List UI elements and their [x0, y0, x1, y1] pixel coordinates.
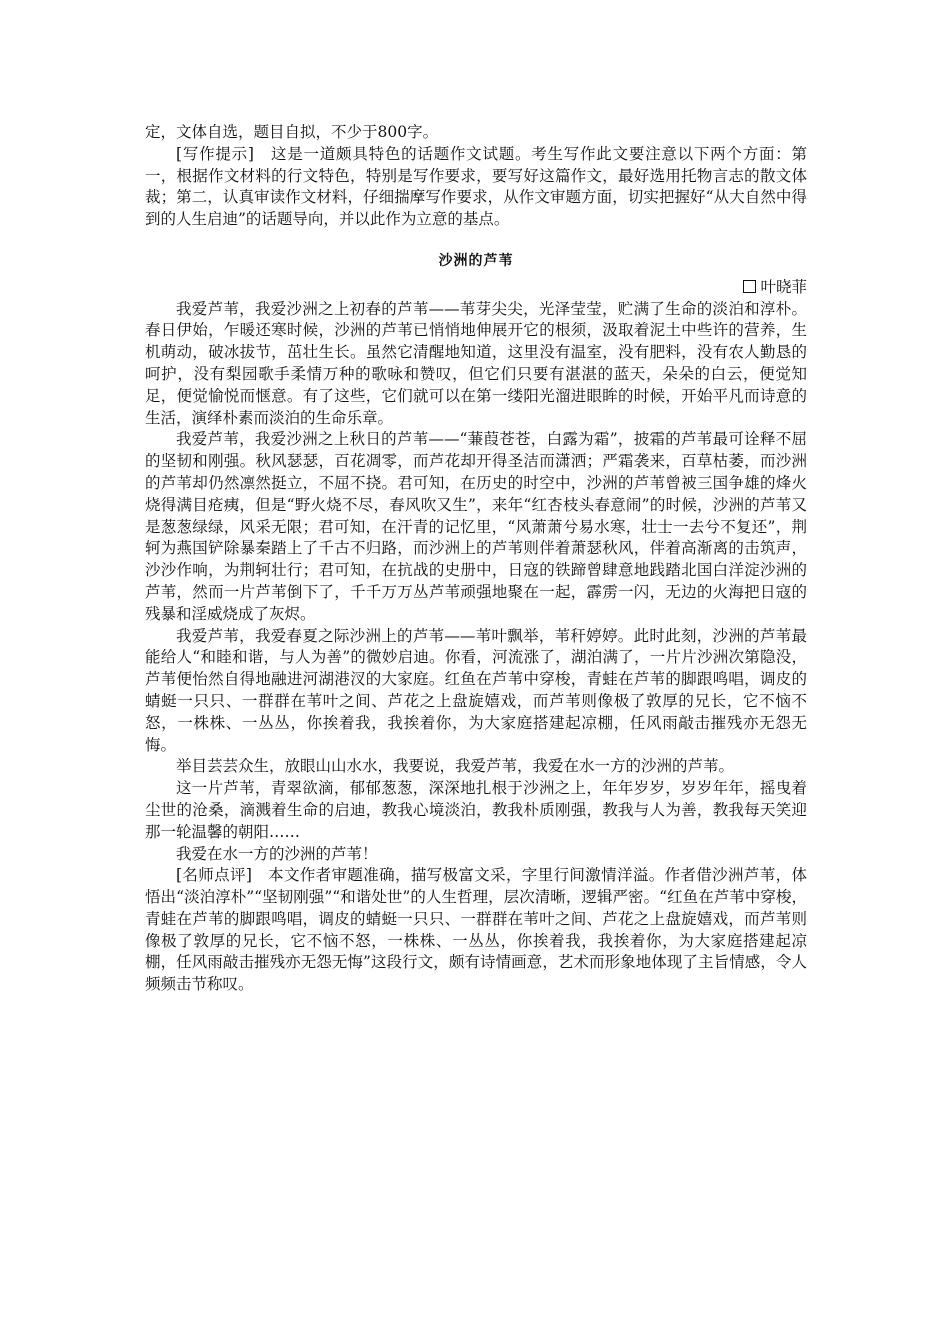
hint-label: [写作提示]: [176, 144, 254, 163]
review-label: [名师点评]: [176, 866, 252, 885]
essay-paragraph: 这一片芦苇，青翠欲滴，郁郁葱葱，深深地扎根于沙洲之上，年年岁岁，岁岁年年，摇曳着尘世的沧桑，滴溅着生命的启迪，教我心境淡泊，教我朴质刚强，教我与人为善，教我每天笑迎那一轮温馨的朝阳……: [145, 779, 807, 841]
author-box-icon: [743, 280, 756, 293]
essay-paragraph: 我爱芦苇，我爱沙洲之上初春的芦苇——苇芽尖尖，光泽莹莹，贮满了生命的淡泊和淳朴。春日伊始，乍暖还寒时候，沙洲的芦苇已悄悄地伸展开它的根须，汲取着泥土中些许的营养，生机萌动，破冰拔节，茁壮生长。虽然它清醒地知道，这里没有温室，没有肥料，没有农人勤恳的呵护，没有梨园歌手柔情万种的歌咏和赞叹，但它们只要有湛湛的蓝天，朵朵的白云，便觉知足，便觉愉悦而惬意。有了这些，它们就可以在第一缕阳光溜进眼眸的时候，开始平凡而诗意的生活，演绎朴素而淡泊的生命乐章。: [145, 299, 807, 427]
teacher-review: [145, 865, 807, 996]
essay-paragraph: 举目芸芸众生，放眼山山水水，我要说，我爱芦苇，我爱在水一方的沙洲的芦苇。: [176, 757, 735, 776]
essay-paragraph: 我爱芦苇，我爱春夏之际沙洲上的芦苇——苇叶飘举，苇秆婷婷。此时此刻，沙洲的芦苇最能给人“和睦和谐，与人为善”的微妙启迪。你看，河流涨了，湖泊满了，一片片沙洲次第隐没，芦苇便怡然自得地融进河湖港汊的大家庭。红鱼在芦苇中穿梭，青蛙在芦苇的脚跟鸣唱，调皮的蜻蜓一只只、一群群在苇叶之间、芦花之上盘旋嬉戏，而芦苇则像极了敦厚的兄长，它不恼不怒，一株株、一丛丛，你挨着我，我挨着你，为大家庭搭建起凉棚，任风雨敲击摧残亦无怨无悔。: [145, 626, 807, 754]
intro-line: 定，文体自选，题目自拟，不少于800字。: [145, 123, 439, 141]
essay-paragraph: 我爱芦苇，我爱沙洲之上秋日的芦苇——“蒹葭苍苍，白露为霜”，披霜的芦苇最可诠释不屈的坚韧和刚强。秋风瑟瑟，百花凋零，而芦花却开得圣洁而潇洒；严霜袭来，百草枯萎，而沙洲的芦苇却仍然凛然挺立，不屈不挠。君可知，在历史的时空中，沙洲的芦苇曾被三国争雄的烽火烧得满目疮痍，但是“野火烧不尽，春风吹又生”，来年“红杏枝头春意闹”的时候，沙洲的芦苇又是葱葱绿绿，风采无限；君可知，在汗青的记忆里，“风萧萧兮易水寒，壮士一去兮不复还”，荆轲为燕国铲除暴秦踏上了千古不归路，而沙洲上的芦苇则伴着萧瑟秋风，伴着高渐离的击筑声，沙沙作响，为荆轲壮行；君可知，在抗战的史册中，日寇的铁蹄曾肆意地践踏北国白洋淀沙洲的芦苇，然而一片芦苇倒下了，千千万万丛芦苇顽强地聚在一起，霹雳一闪，无边的火海把日寇的残暴和淫威烧成了灰烬。: [145, 430, 807, 623]
essay-title: 沙洲的芦苇: [438, 252, 514, 269]
review-text: 本文作者审题准确，描写极富文采，字里行间激情洋溢。作者借沙洲芦苇，体悟出“淡泊淳朴”“坚韧刚强”“和谐处世”的人生哲理，层次清晰，逻辑严密。“红鱼在芦苇中穿梭，青蛙在芦苇的脚跟鸣唱，调皮的蜻蜓一只只、一群群在苇叶之间、芦花之上盘旋嬉戏，而芦苇则像极了敦厚的兄长，它不恼不怒，一株株、一丛丛，你挨着我，我挨着你，为大家庭搭建起凉棚，任风雨敲击摧残亦无怨无悔”这段行文，颇有诗情画意，艺术而形象地体现了主旨情感，令人频频击节称叹。: [145, 866, 807, 994]
essay-author: [145, 277, 807, 299]
essay-paragraph: 我爱在水一方的沙洲的芦苇！: [176, 844, 378, 863]
hint-text: 这是一道颇具特色的话题作文试题。考生写作此文要注意以下两个方面：第一，根据作文材料的行文特色，特别是写作要求，要写好这篇作文，最好选用托物言志的散文体裁；第二，认真审读作文材料，仔细揣摩写作要求，从作文审题方面，切实把握好“从大自然中得到的人生启迪”的话题导向，并以此作为立意的基点。: [145, 144, 807, 229]
author-name: 叶晓菲: [760, 277, 807, 296]
writing-hint: [145, 144, 807, 231]
document-page: [145, 122, 807, 996]
